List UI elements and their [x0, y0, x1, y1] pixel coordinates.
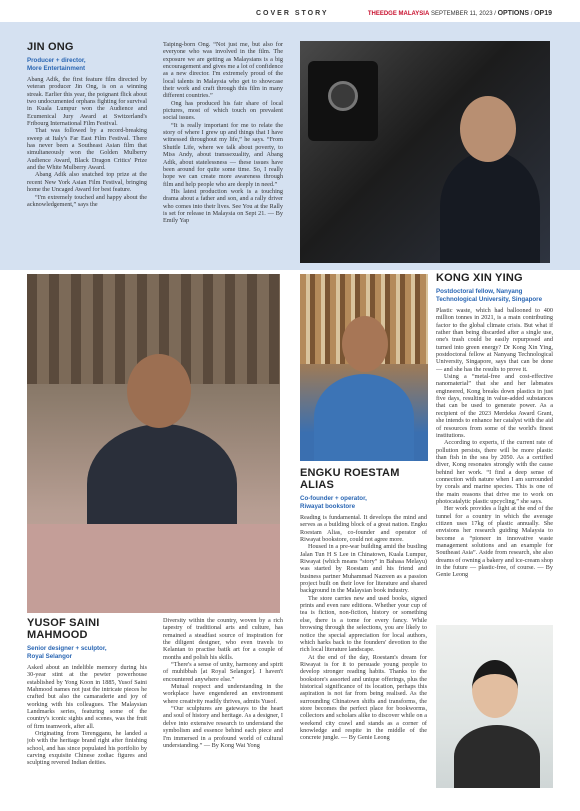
paragraph: Abang Adik also snatched top prize at the recent New York Asian Film Festival, bringing home the Uncaged Award for best feature.: [27, 171, 147, 194]
paragraph: Taiping-born Ong. “Not just me, but also for everyone who was involved in the film. The exposure we are getting as Malaysians is a big encouragement and gives me a lot of confidence as a new director. I'm extremely proud of the local talents in Malaysia who get to showcase their work and craft through this film in many different countries.”: [163, 41, 283, 100]
section-right: OPTIONS: [497, 10, 530, 17]
jin-name: JIN ONG: [27, 41, 74, 53]
sculpture-relief-shape: [27, 524, 280, 613]
person-body-shape: [454, 725, 540, 788]
yusof-col-1: [27, 617, 147, 807]
paragraph: Mutual respect and understanding in the workplace have engendered an environment where creativity readily thrives, admits Yusof.: [163, 683, 283, 705]
paragraph: At the end of the day, Roestam's dream for Riwayat is for it to persuade young people to develop stronger reading habits. Thanks to the bookstore's assorted and unique offerings, plus the historical significance of its location, perhaps this aspiration is not far from being realised. As the surrounding Chinatown shifts and transforms, the store becomes the perfect place for bookworms, collectors and scholars alike to discover while on a weekend city crawl and stands as a corner of knowledge and respite in the middle of the concrete jungle. — By Genie Leong: [300, 653, 427, 742]
paragraph: Diversity within the country, woven by a rich tapestry of traditional arts and culture, has remained a steadfast source of inspiration for the diligent designer, who even travels to Kelantan to practise batik art for a couple of months and polish his skills.: [163, 617, 283, 661]
brand-name: THEEDGE MALAYSIA: [367, 11, 430, 17]
engku-name: ENGKU ROESTAM ALIAS: [300, 467, 400, 491]
paragraph: Abang Adik, the first feature film directed by veteran producer Jin Ong, is on a winning streak. Earlier this year, the poignant flick about two undocumented orphans fighting for survival in Kuala Lumpur won the Audience and Ecumenical Jury Award at Switzerland's Fribourg International Film Festival.: [27, 76, 147, 128]
person-head-shape: [127, 354, 191, 428]
paragraph: Ong has produced his fair share of local pictures, most of which touch on prevalent social issues.: [163, 99, 283, 122]
yusof-photo: [27, 274, 280, 613]
kong-body: [436, 307, 553, 579]
paragraph: “There's a sense of unity, harmony and spirit of muhibbah [at Royal Selangor]. I haven't encountered anywhere else.”: [163, 661, 283, 683]
kong-role-line-1: Postdoctoral fellow, Nanyang: [436, 288, 523, 295]
jin-ong-photo: [300, 41, 550, 263]
paragraph: Her work provides a light at the end of the tunnel for a country in which the average citizen uses 17kg of plastic annually. She envisions her research guiding Malaysia to become a “pioneer in innovative waste management solutions and an example for Southeast Asia”. Aside from research, she also dreams of owning a bakery and ice-cream shop in the future — plastic-free, of course. — By Genie Leong: [436, 505, 553, 579]
paragraph: Originating from Terengganu, he landed a job with the heritage brand right after finishing school, and has since populated his portfolio by carving exquisite Chinese zodiac figures and sculpting revered Indian deities.: [27, 730, 147, 767]
kong-col: [436, 272, 553, 622]
kong-name: KONG XIN YING: [436, 272, 523, 284]
yusof-col-2: [163, 617, 283, 807]
person-body-shape: [314, 374, 414, 461]
paragraph: That was followed by a record-breaking sweep at Italy's Far East Film Festival. There has never been a Southeast Asian film that simultaneously won the Golden Mulberry Audience Award, Black Dragon Critics' Prize and the White Mulberry Award.: [27, 127, 147, 172]
engku-col: [300, 467, 427, 807]
jin-col-1: [27, 41, 147, 266]
page-number: OP19: [534, 10, 552, 17]
page-header: [0, 0, 580, 22]
kong-photo: [436, 625, 553, 788]
jin-body-2: [163, 41, 283, 225]
jin-body-1: [27, 76, 147, 208]
yusof-body-1: [27, 664, 147, 767]
yusof-name: YUSOF SAINI MAHMOOD: [27, 617, 100, 641]
masthead: THEEDGE MALAYSIA SEPTEMBER 11, 2023 / OPTIONS / OP19: [367, 10, 552, 17]
paragraph: Reading is fundamental. It develops the mind and serves as a building block of a great nation. Engku Roestam Alias, co-founder and operator of Riwayat bookstore, could not agree more.: [300, 514, 427, 544]
engku-role-line-1: Co-founder + operator,: [300, 495, 367, 502]
section-label: COVER STORY: [256, 10, 329, 17]
paragraph: “I'm extremely touched and happy about the acknowledgement,” says the: [27, 193, 147, 208]
yusof-role-line-1: Senior designer + sculptor,: [27, 645, 107, 652]
yusof-role-line-2: Royal Selangor: [27, 652, 73, 660]
engku-photo: [300, 274, 428, 461]
kong-role-line-2: Technological University, Singapore: [436, 295, 543, 303]
yusof-body-2: [163, 617, 283, 749]
paragraph: His latest production work is a touching drama about a father and son, and a rally driver who comes into their lives. See You at the Rally is set for release in Malaysia on Sept 21. — By Emily Yap: [163, 187, 283, 225]
issue-date: SEPTEMBER 11, 2023: [430, 11, 493, 17]
person-body-shape: [440, 151, 540, 263]
paragraph: According to experts, if the current rate of pollution persists, there will be more plastic than fish in the sea by 2050. As a certified diver, Kong resonates strongly with the cause behind her work. “I find a deep sense of connection with nature when I am surrounded by corals and marine species. This is one of the main reasons that drive me to work on photocatalytic plastic upcycling,” she says.: [436, 439, 553, 505]
jin-role-line-1: Producer + director,: [27, 57, 86, 64]
paragraph: Housed in a pre-war building amid the bustling Jalan Tun H S Lee in Chinatown, Kuala Lumpur, Riwayat (which means “story” in Bahasa Melayu) was started by Roestam and his friend and business partner Muhammad Nazreen as a passion project built on their love for literature and shared background in the Malaysian book industry.: [300, 543, 427, 595]
engku-body: [300, 514, 427, 742]
person-head-shape: [472, 660, 518, 718]
paragraph: Plastic waste, which had ballooned to 400 million tonnes in 2021, is a main contributing factor to the global climate crisis. But what if rather than being discarded after a single use, one's trash could be easily repurposed and turned into green energy? Dr Kong Xin Ying, postdoctoral fellow at Nanyang Technological University, Singapore, says that can be done — and she has the results to prove it.: [436, 307, 553, 373]
paragraph: “It is really important for me to relate the story of where I grew up and things that I have witnessed throughout my life,” he says. “From Shuttle Life, where we talk about poverty, to Miss Andy, about transsexuality, and Abang Adik, about statelessness — these issues have been around for quite some time. So, I really hope we can create more awareness through film and help people who are deeply in need.”: [163, 121, 283, 188]
paragraph: “Our sculptures are gateways to the heart and soul of history and heritage. As a designer, I delve into extensive research to understand the symbolism and essence behind each piece and I'm immersed in a profound world of cultural understanding.” — By Kong Wai Yong: [163, 705, 283, 749]
jin-role-line-2: More Entertainment: [27, 64, 86, 72]
camera-lens-shape: [328, 81, 358, 111]
person-head-shape: [460, 96, 516, 162]
paragraph: Using a “metal-free and cost-effective nanomaterial” that she and her labmates engineered, Kong breaks down plastics in just five days, resulting in value-added substances that can be used to generate power. As a recipient of the 2023 Merdeka Award Grant, she intends to enhance her catalyst with the aid of resources from some of the world's finest institutions.: [436, 373, 553, 439]
person-head-shape: [342, 316, 388, 372]
paragraph: Asked about an indelible memory during his 30-year stint at the pewter powerhouse established by Yong Koon in 1885, Yusof Saini Mahmood names not just the intricate pieces he crafted but also the camaraderie and joy of working with his colleagues. The Malaysian Landmarks series, featuring some of the country's iconic sights and scenes, was the fruit of firm teamwork, after all.: [27, 664, 147, 730]
jin-col-2: [163, 41, 283, 266]
paragraph: The store carries new and used books, signed prints and even rare editions. Whether your cup of tea is fiction, non-fiction, history or something else, there is a tome for every fancy. While browsing through the selections, you are likely to notice the special appreciation for local authors, which harks back to the founders' devotion to the rich local literature landscape.: [300, 594, 427, 654]
engku-role-line-2: Riwayat bookstore: [300, 502, 356, 510]
